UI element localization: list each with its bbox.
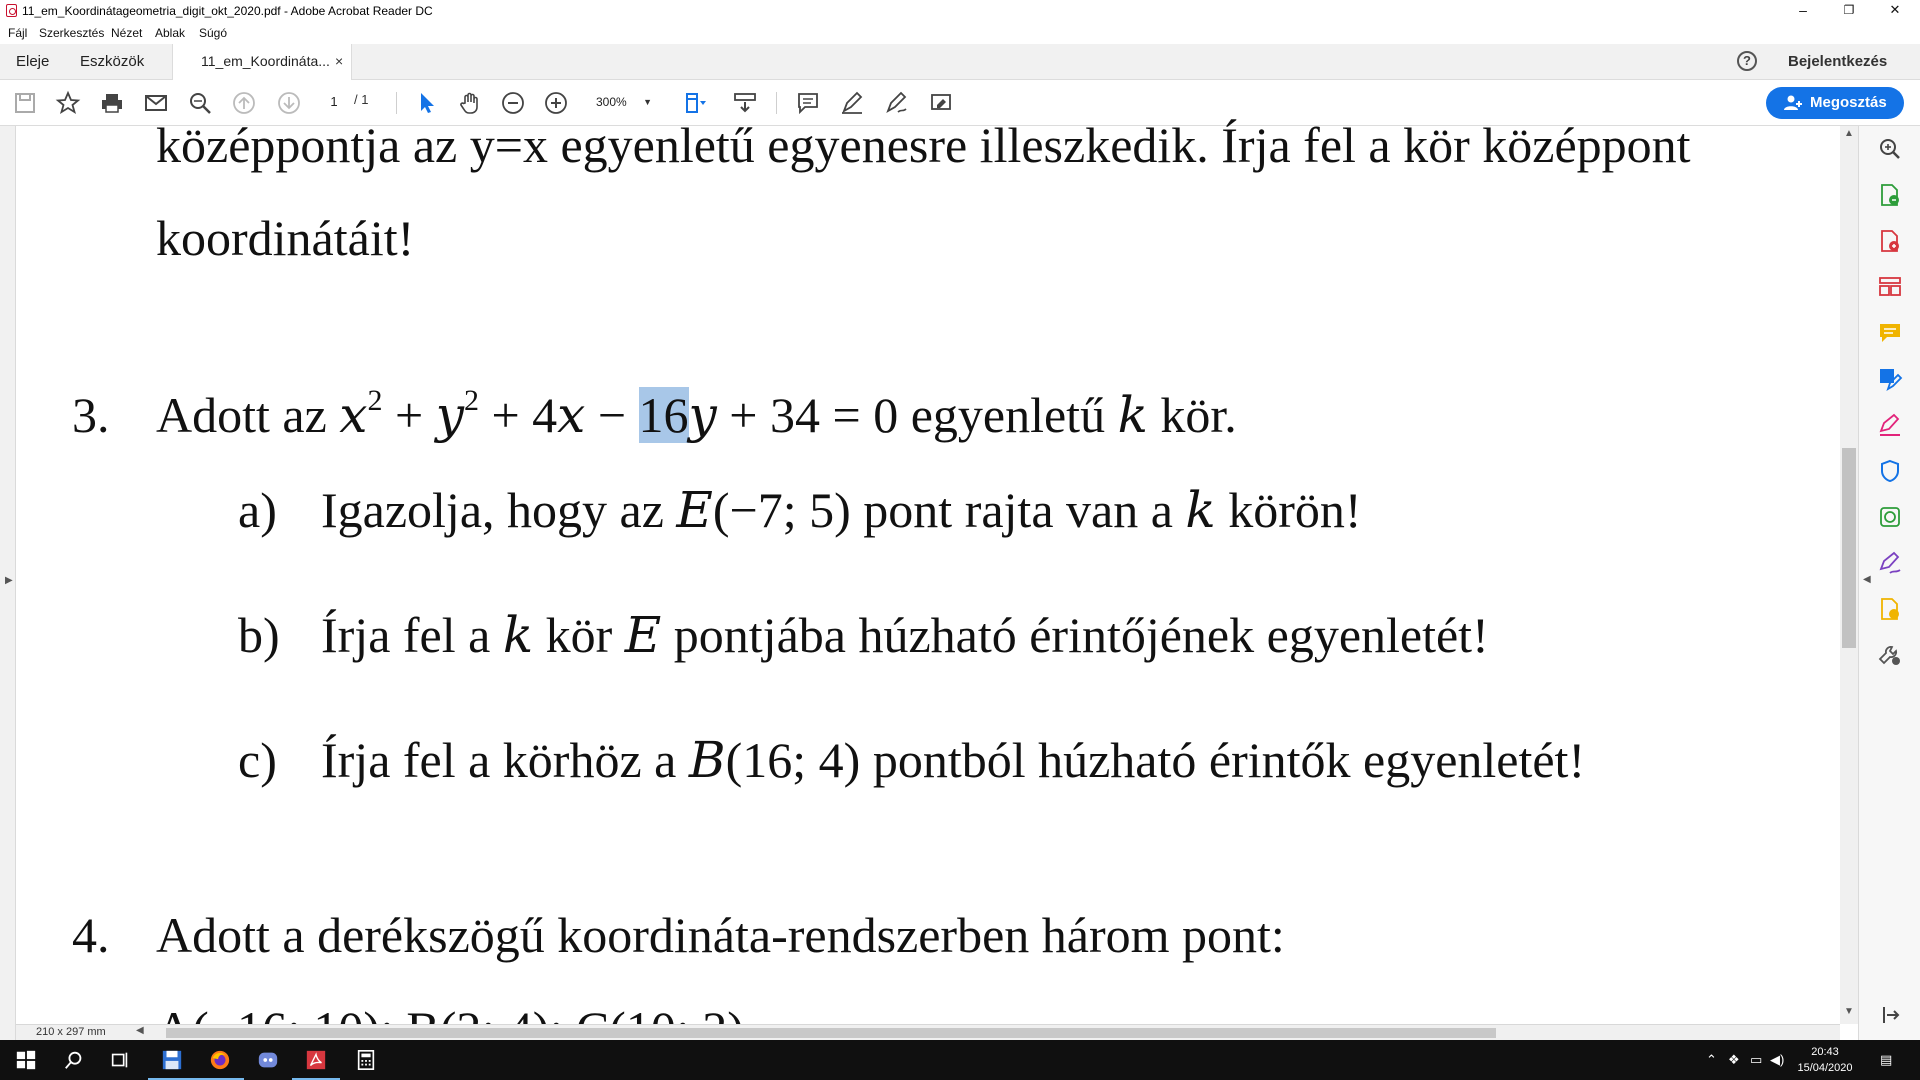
page-total: / 1 <box>354 92 369 107</box>
menu-edit[interactable]: Szerkesztés <box>39 26 105 40</box>
add-user-icon <box>1784 95 1802 111</box>
dropbox-icon[interactable]: ❖ <box>1728 1052 1740 1067</box>
send-for-review-icon[interactable] <box>1877 504 1903 530</box>
send-file-icon[interactable] <box>1877 596 1903 622</box>
minimize-button[interactable]: – <box>1799 2 1807 18</box>
zoom-value: 300% <box>596 95 627 109</box>
panel-toggle-icon[interactable] <box>1877 1002 1903 1028</box>
question-number: 3. <box>72 387 110 443</box>
hand-tool-icon[interactable] <box>457 90 483 116</box>
calculator-icon[interactable] <box>352 1046 380 1074</box>
scroll-down-icon[interactable]: ▼ <box>1844 1006 1854 1017</box>
title-bar <box>0 0 1920 22</box>
text-selection-highlight: 16 <box>638 387 689 443</box>
bookmark-star-icon[interactable] <box>55 90 81 116</box>
expand-left-panel-icon[interactable]: ▶ <box>5 575 13 586</box>
comment-tool-icon[interactable] <box>1877 320 1903 346</box>
close-button[interactable]: ✕ <box>1889 2 1901 17</box>
tab-tools[interactable]: Eszközök <box>80 53 145 70</box>
subquestion-a-text: Igazolja, hogy az E(−7; 5) pont rajta van a k körön! <box>321 481 1362 539</box>
tab-document-label: 11_em_Koordináta... <box>201 53 330 69</box>
floppy-app-icon[interactable] <box>158 1046 186 1074</box>
scroll-left-icon[interactable]: ◀ <box>136 1025 144 1036</box>
zoom-out-icon[interactable] <box>500 90 526 116</box>
search-icon[interactable] <box>187 90 213 116</box>
document-view[interactable] <box>16 117 1840 1024</box>
subquestion-c-text: Írja fel a körhöz a B(16; 4) pontból húzható érintők egyenletét! <box>321 731 1586 789</box>
clock-time: 20:43 <box>1811 1046 1839 1058</box>
search-icon[interactable] <box>60 1046 88 1074</box>
create-pdf-icon[interactable] <box>1877 228 1903 254</box>
toolbar-separator <box>776 92 777 114</box>
organize-pages-icon[interactable] <box>1877 274 1903 300</box>
sign-in-link[interactable]: Bejelentkezés <box>1788 53 1888 70</box>
zoom-select[interactable] <box>586 91 656 113</box>
zoom-in-icon[interactable] <box>543 90 569 116</box>
taskbar-clock[interactable] <box>1790 1044 1860 1076</box>
vertical-scrollbar[interactable] <box>1840 126 1858 1024</box>
doc-text-line: koordinátáit! <box>156 210 415 266</box>
print-icon[interactable] <box>99 90 125 116</box>
scrollbar-thumb[interactable] <box>1842 448 1856 648</box>
acrobat-icon <box>6 4 17 17</box>
request-signature-icon[interactable] <box>1877 550 1903 576</box>
discord-icon[interactable] <box>254 1046 282 1074</box>
question-3-text: Adott az $x^2 + y^2 + 4x - 16y + 34 = 0$ egyenletű k kör. <box>156 384 1237 444</box>
share-button[interactable] <box>1766 87 1904 119</box>
fill-and-sign-icon[interactable] <box>1877 412 1903 438</box>
status-bar <box>16 1024 1840 1040</box>
menu-help[interactable]: Súgó <box>199 26 228 40</box>
next-page-icon[interactable] <box>276 90 302 116</box>
windows-taskbar <box>0 1040 1920 1080</box>
share-label: Megosztás <box>1810 94 1887 111</box>
clock-date: 15/04/2020 <box>1797 1062 1853 1074</box>
question-number: 4. <box>72 907 110 963</box>
previous-page-icon[interactable] <box>231 90 257 116</box>
select-cursor-icon[interactable] <box>414 90 440 116</box>
scroll-mode-icon[interactable] <box>732 90 758 116</box>
tab-bar <box>0 44 1920 80</box>
zoom-tool-icon[interactable] <box>1877 136 1903 162</box>
question-4-text: Adott a derékszögű koordináta-rendszerben három pont: <box>156 907 1285 963</box>
window-title: 11_em_Koordinátageometria_digit_okt_2020.pdf - Adobe Acrobat Reader DC <box>22 4 433 18</box>
help-icon[interactable]: ? <box>1737 51 1757 71</box>
horizontal-scrollbar-thumb[interactable] <box>166 1028 1496 1038</box>
menu-window[interactable]: Ablak <box>155 26 186 40</box>
tray-expand-icon[interactable]: ⌃ <box>1706 1052 1717 1067</box>
right-tools-panel <box>1858 126 1920 1040</box>
volume-icon[interactable]: ◀) <box>1770 1052 1785 1067</box>
tab-document[interactable] <box>172 44 352 80</box>
tab-home[interactable]: Eleje <box>16 53 50 70</box>
subquestion-label: a) <box>238 482 277 538</box>
acrobat-taskbar-icon[interactable] <box>302 1046 330 1074</box>
page-number-input[interactable]: 1 <box>330 94 338 109</box>
left-panel <box>0 126 16 1040</box>
collapse-right-panel-icon[interactable]: ◀ <box>1863 574 1871 585</box>
network-icon[interactable]: ▭ <box>1750 1052 1763 1067</box>
menu-file[interactable]: Fájl <box>8 26 28 40</box>
more-tools-icon[interactable] <box>1877 642 1903 668</box>
menu-view[interactable]: Nézet <box>111 26 143 40</box>
firefox-icon[interactable] <box>206 1046 234 1074</box>
notifications-icon[interactable]: ▤ <box>1880 1052 1893 1067</box>
tab-close-button[interactable]: × <box>335 53 344 69</box>
subquestion-b-text: Írja fel a k kör E pontjába húzható érintőjének egyenletét! <box>321 606 1489 664</box>
task-view-icon[interactable] <box>106 1046 134 1074</box>
save-icon[interactable] <box>12 90 38 116</box>
restore-button[interactable]: ❐ <box>1843 3 1855 17</box>
page-size-label: 210 x 297 mm <box>36 1026 106 1038</box>
edit-pdf-icon[interactable] <box>1877 366 1903 392</box>
sign-icon[interactable] <box>884 90 910 116</box>
email-icon[interactable] <box>143 90 169 116</box>
subquestion-label: c) <box>238 732 277 788</box>
export-pdf-icon[interactable] <box>1877 182 1903 208</box>
doc-text-line: középpontja az y=x egyenletű egyenesre illeszkedik. Írja fel a kör középpont <box>156 117 1691 173</box>
subquestion-label: b) <box>238 607 280 663</box>
scroll-up-icon[interactable]: ▲ <box>1844 128 1854 139</box>
comment-icon[interactable] <box>795 90 821 116</box>
fit-page-icon[interactable] <box>678 90 712 116</box>
chevron-down-icon: ▼ <box>643 97 652 107</box>
menu-bar <box>0 22 1920 44</box>
highlight-pen-icon[interactable] <box>839 90 865 116</box>
windows-start-icon[interactable] <box>12 1046 40 1074</box>
toolbar-separator <box>396 92 397 114</box>
fill-sign-icon[interactable] <box>928 90 954 116</box>
protect-shield-icon[interactable] <box>1877 458 1903 484</box>
